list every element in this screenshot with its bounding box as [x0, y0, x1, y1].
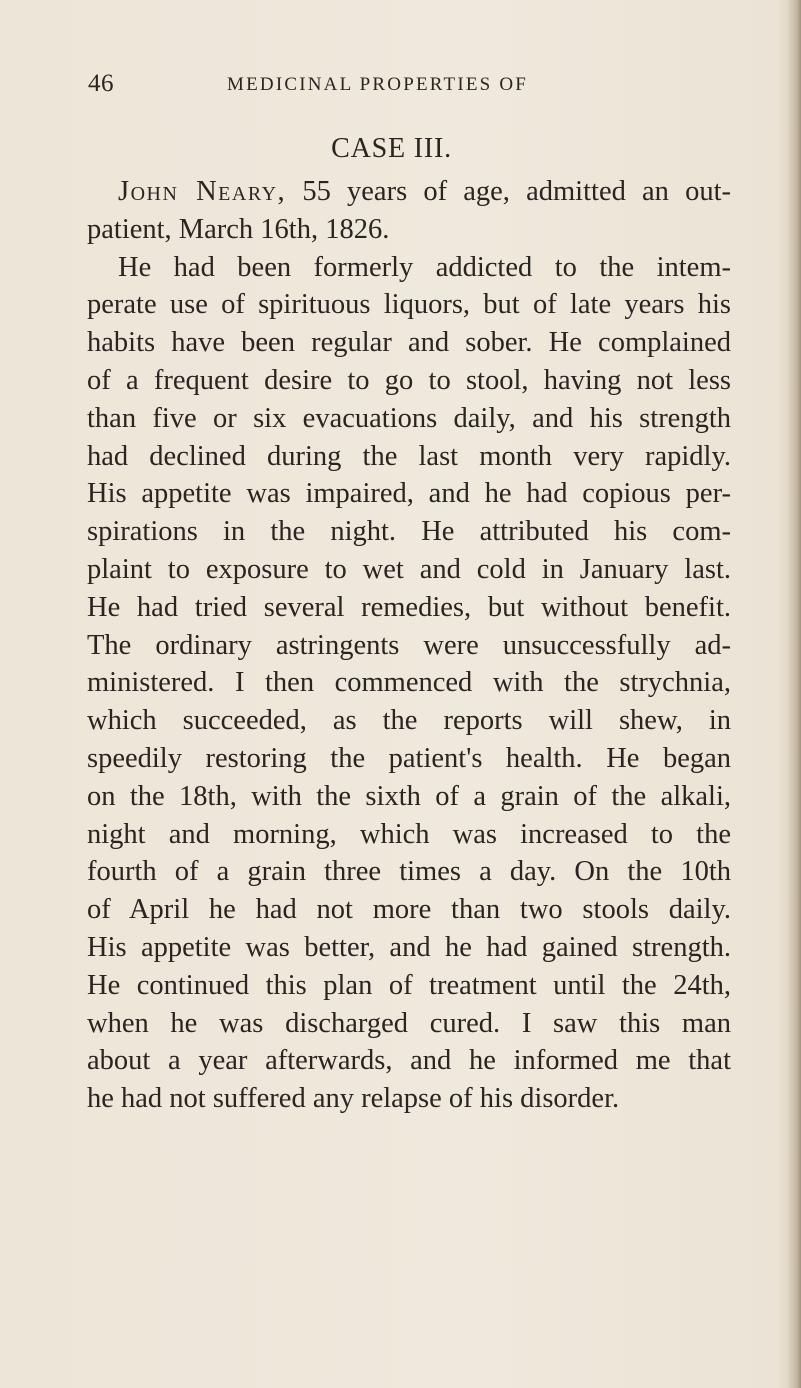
page-number: 46: [88, 70, 114, 97]
text-line: He had tried several remedies, but without benefit.: [87, 591, 731, 623]
text-line: patient, March 16th, 1826.: [87, 213, 390, 245]
text-line: His appetite was impaired, and he had copious per-: [87, 478, 731, 510]
text-line: speedily restoring the patient's health. He began: [87, 742, 731, 774]
text-line: on the 18th, with the sixth of a grain of the alkali,: [87, 780, 731, 812]
text-line: of April he had not more than two stools daily.: [87, 894, 731, 926]
page-edge-shadow: [787, 0, 801, 1388]
text-line: than five or six evacuations daily, and his strength: [87, 402, 731, 434]
text-line: night and morning, which was increased to the: [87, 818, 731, 850]
text-line: had declined during the last month very rapidly.: [87, 440, 731, 472]
case-heading: CASE III.: [331, 133, 452, 164]
text-line: spirations in the night. He attributed his com-: [87, 516, 731, 548]
text-line: which succeeded, as the reports will shew, in: [87, 705, 731, 737]
text-line: His appetite was better, and he had gained strength.: [87, 931, 731, 963]
running-head: [0, 70, 801, 100]
case-body-text: [87, 173, 731, 1118]
running-head-title: MEDICINAL PROPERTIES OF: [227, 74, 529, 95]
text-line: habits have been regular and sober. He complained: [87, 327, 731, 359]
text-line: ministered. I then commenced with the strychnia,: [87, 667, 731, 699]
text-line: when he was discharged cured. I saw this man: [87, 1007, 731, 1039]
text-line: of a frequent desire to go to stool, having not less: [87, 364, 731, 396]
text-line: plaint to exposure to wet and cold in January last.: [87, 553, 731, 585]
text-line: perate use of spirituous liquors, but of late years his: [87, 289, 731, 321]
text-line: about a year afterwards, and he informed me that: [87, 1045, 731, 1077]
text-line: He had been formerly addicted to the intem-: [118, 251, 731, 283]
text-line: He continued this plan of treatment until the 24th,: [87, 969, 731, 1001]
patient-name: John Neary,: [118, 176, 287, 207]
text-line: fourth of a grain three times a day. On the 10th: [87, 856, 731, 888]
text-line: he had not suffered any relapse of his disorder.: [87, 1083, 620, 1115]
text-line: The ordinary astringents were unsuccessfully ad-: [87, 629, 731, 661]
text-line: John Neary, 55 years of age, admitted an out-: [118, 176, 732, 207]
